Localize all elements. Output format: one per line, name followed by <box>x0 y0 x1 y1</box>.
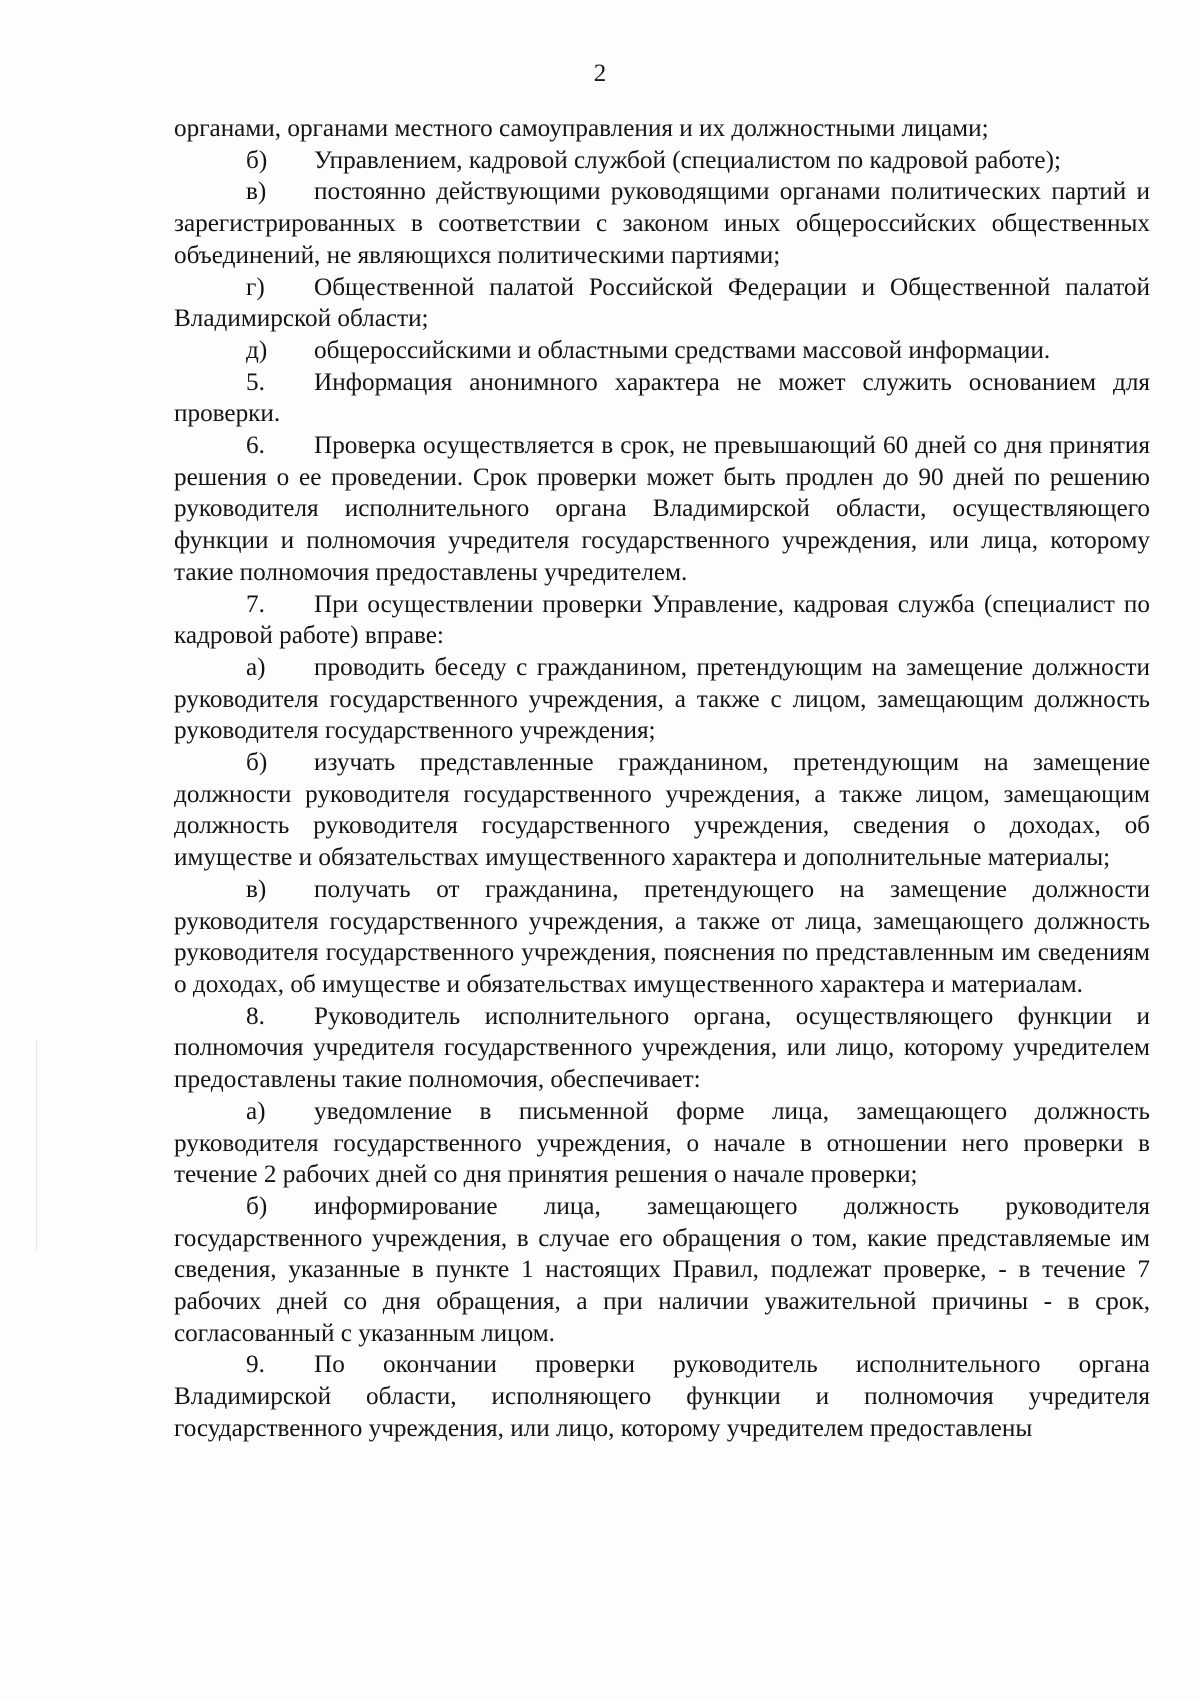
paragraph-8-item-a <box>174 1096 1150 1191</box>
paragraph-item-g <box>174 272 1150 335</box>
paragraph-text: Управлением, кадровой службой (специалистом по кадровой работе); <box>314 146 1062 174</box>
scan-margin-line <box>36 1040 37 1250</box>
paragraph-text: По окончании проверки руководитель исполнительного органа Владимирской области, исполняющего функции и полномочия учредителя государственного учреждения, или лицо, которому учредителем предоставлены <box>174 1351 1150 1442</box>
paragraph-marker: в) <box>246 178 267 206</box>
page-number: 2 <box>593 60 607 87</box>
paragraph-6 <box>174 430 1150 589</box>
paragraph-marker: 8. <box>246 1002 265 1030</box>
paragraph-marker: б) <box>246 146 268 174</box>
paragraph-7-item-v <box>174 874 1150 1001</box>
paragraph-8 <box>174 1001 1150 1096</box>
paragraph-8-item-b <box>174 1191 1150 1350</box>
paragraph-marker: в) <box>246 875 267 903</box>
paragraph-marker: г) <box>246 273 265 301</box>
paragraph-text: получать от гражданина, претендующего на замещение должности руководителя государственного учреждения, а также от лица, замещающего должность руководителя государственного учреждения, пояснения по представленным им сведениям о доходах, об имуществе и обязательствах имущественного характера и материалам. <box>174 875 1150 998</box>
paragraph-marker: а) <box>246 653 266 681</box>
paragraph-continuation <box>174 113 1150 145</box>
paragraph-text: Руководитель исполнительного органа, осуществляющего функции и полномочия учредителя государственного учреждения, или лицо, которому учредителем предоставлены такие полномочия, обеспечивает: <box>174 1002 1150 1094</box>
paragraph-7-item-a <box>174 652 1150 747</box>
paragraph-text: Информация анонимного характера не может служить основанием для проверки. <box>174 368 1150 428</box>
paragraph-marker: 5. <box>246 368 265 396</box>
paragraph-text: постоянно действующими руководящими органами политических партий и зарегистрированных в соответствии с законом иных общероссийских общественных объединений, не являющихся политическими партиями; <box>174 178 1150 269</box>
paragraph-text: проводить беседу с гражданином, претендующим на замещение должности руководителя государственного учреждения, а также с лицом, замещающим должность руководителя государственного учреждения; <box>174 653 1150 745</box>
paragraph-text: изучать представленные гражданином, претендующим на замещение должности руководителя государственного учреждения, а также лицом, замещающим должность руководителя государственного учреждения, сведения о доходах, об имуществе и обязательствах имущественного характера и дополнительные материалы; <box>174 749 1150 872</box>
paragraph-text: Общественной палатой Российской Федерации и Общественной палатой Владимирской области; <box>174 273 1150 333</box>
paragraph-7-item-b <box>174 747 1150 874</box>
paragraph-text: При осуществлении проверки Управление, кадровая служба (специалист по кадровой работе) вправе: <box>174 590 1150 650</box>
paragraph-7 <box>174 589 1150 652</box>
paragraph-9 <box>174 1349 1150 1444</box>
paragraph-text: органами, органами местного самоуправления и их должностными лицами; <box>174 115 989 142</box>
paragraph-marker: а) <box>246 1097 266 1125</box>
paragraph-marker: 6. <box>246 432 265 460</box>
paragraph-item-b <box>174 145 1150 177</box>
paragraph-text: уведомление в письменной форме лица, замещающего должность руководителя государственного учреждения, о начале в отношении него проверки в течение 2 рабочих дней со дня принятия решения о начале проверки; <box>174 1097 1150 1189</box>
paragraph-text: общероссийскими и областными средствами массовой информации. <box>314 336 1051 364</box>
paragraph-5 <box>174 367 1150 430</box>
paragraph-marker: б) <box>246 1192 268 1220</box>
paragraph-marker: 7. <box>246 590 265 618</box>
paragraph-text: Проверка осуществляется в срок, не превышающий 60 дней со дня принятия решения о ее проведении. Срок проверки может быть продлен до 90 дней по решению руководителя исполнительного органа Владимирской области, осуществляющего функции и полномочия учредителя государственного учреждения, или лица, которому такие полномочия предоставлены учредителем. <box>174 432 1150 586</box>
paragraph-item-v <box>174 176 1150 271</box>
paragraph-marker: б) <box>246 749 268 777</box>
paragraph-marker: 9. <box>246 1351 265 1379</box>
paragraph-item-d <box>174 335 1150 367</box>
document-body <box>174 113 1150 1445</box>
paragraph-marker: д) <box>246 336 268 364</box>
paragraph-text: информирование лица, замещающего должность руководителя государственного учреждения, в случае его обращения о том, какие представляемые им сведения, указанные в пункте 1 настоящих Правил, подлежат проверке, - в течение 7 рабочих дней со дня обращения, а при наличии уважительной причины - в срок, согласованный с указанным лицом. <box>174 1192 1150 1347</box>
